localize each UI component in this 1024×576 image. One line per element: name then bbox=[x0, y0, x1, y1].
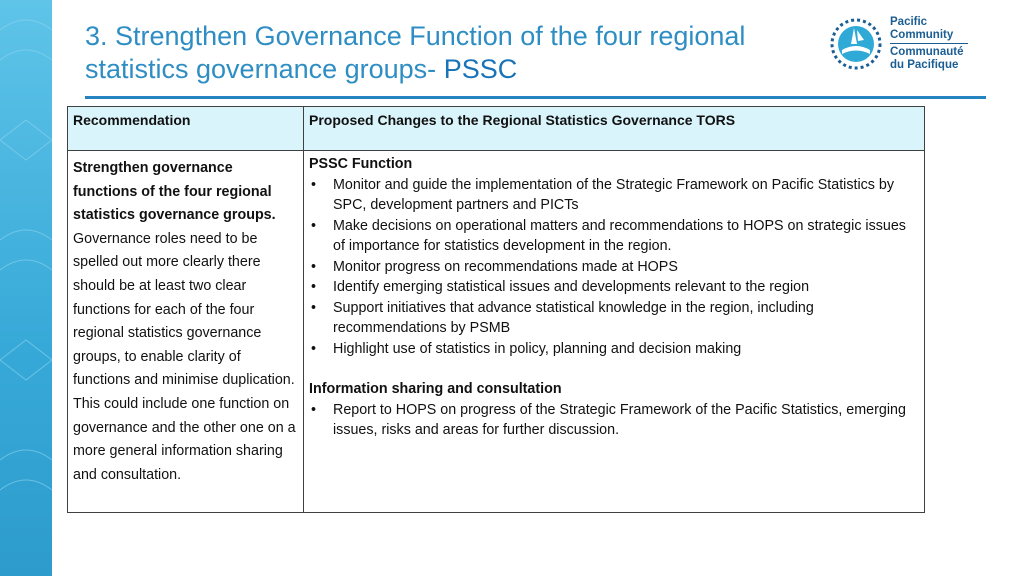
pacific-community-logo bbox=[826, 14, 976, 76]
logo-text-fr: Communauté du Pacifique bbox=[890, 43, 968, 71]
list-item: • Make decisions on operational matters and recommendations to HOPS on strategic issues of importance for statistics development in the region. bbox=[309, 216, 918, 257]
information-sharing-list bbox=[309, 400, 918, 441]
section-spacer bbox=[309, 359, 918, 379]
recommendation-text: Governance roles need to be spelled out more clearly there should be at least two clear functions for each of the four regional statistics governance groups, to enable clarity of functions and minimise duplication. This could include one function on governance and the other one on a more general information sharing and consultation. bbox=[73, 230, 296, 483]
section-title-pssc: PSSC Function bbox=[309, 156, 413, 172]
header-recommendation: Recommendation bbox=[68, 107, 304, 151]
section-title-information-sharing: Information sharing and consultation bbox=[309, 381, 562, 397]
decorative-side-band bbox=[0, 0, 52, 576]
header-proposed-changes: Proposed Changes to the Regional Statistics Governance TORS bbox=[304, 107, 925, 151]
list-item: • Report to HOPS on progress of the Strategic Framework of the Pacific Statistics, emerging issues, risks and areas for further discussion. bbox=[309, 400, 918, 441]
title-accent: PSSC bbox=[443, 54, 518, 84]
list-item: • Highlight use of statistics in policy, planning and decision making bbox=[309, 339, 918, 360]
list-item: • Support initiatives that advance statistical knowledge in the region, including recommendations by PSMB bbox=[309, 298, 918, 339]
page-title bbox=[85, 20, 785, 86]
pssc-function-list bbox=[309, 175, 918, 360]
logo-text bbox=[890, 16, 968, 71]
table-row bbox=[68, 151, 925, 513]
recommendation-bold: Strengthen governance functions of the four regional statistics governance groups. bbox=[73, 160, 276, 224]
list-item: • Identify emerging statistical issues and developments relevant to the region bbox=[309, 277, 918, 298]
recommendation-cell bbox=[68, 151, 304, 513]
proposed-changes-cell bbox=[304, 151, 925, 513]
title-divider bbox=[85, 96, 986, 99]
list-item: • Monitor progress on recommendations made at HOPS bbox=[309, 257, 918, 278]
title-main: 3. Strengthen Governance Function of the four regional statistics governance groups- bbox=[85, 21, 746, 84]
spc-emblem-icon bbox=[826, 14, 886, 74]
list-item: • Monitor and guide the implementation of the Strategic Framework on Pacific Statistics by SPC, development partners and PICTs bbox=[309, 175, 918, 216]
pattern-decoration bbox=[0, 0, 52, 576]
table-header-row bbox=[68, 107, 925, 151]
logo-text-en: Pacific Community bbox=[890, 16, 954, 41]
governance-table bbox=[67, 106, 925, 513]
